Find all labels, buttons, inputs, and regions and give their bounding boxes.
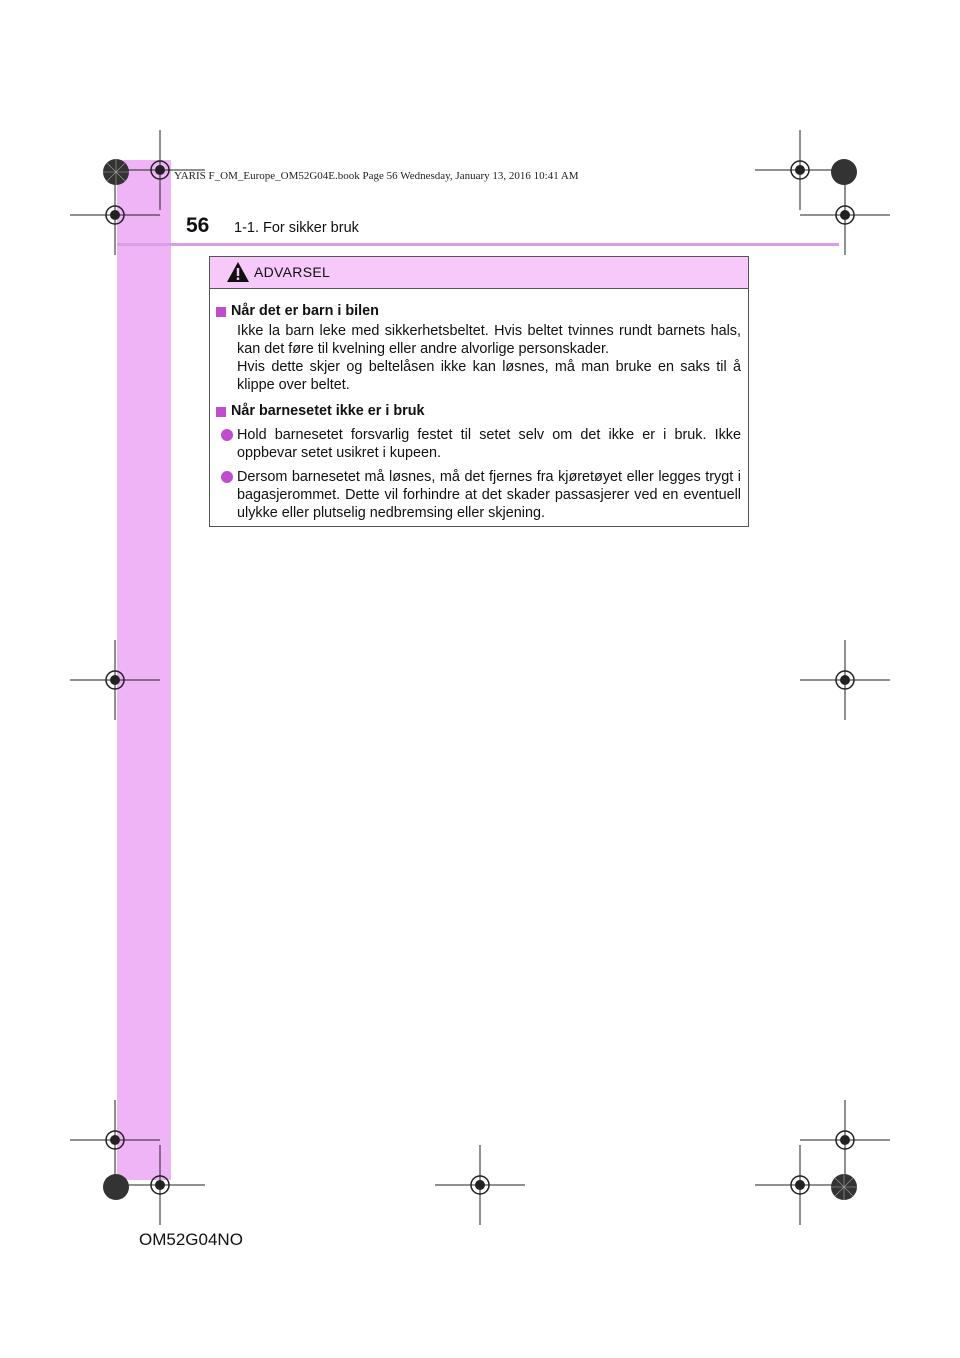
round-bullet-icon: [221, 471, 233, 483]
crop-mark-icon: [435, 1145, 525, 1225]
round-bullet-icon: [221, 429, 233, 441]
starburst-target-icon: [102, 158, 130, 186]
section-title: 1-1. For sikker bruk: [234, 220, 359, 236]
section-heading: Når det er barn i bilen: [216, 302, 741, 320]
list-item: Dersom barnesetet må løsnes, må det fjernes fra kjøretøyet eller legges trygt i bagasjerommet. Dette vil forhindre at det skader passasjerer ved en eventuell ulykke eller plutselig nedbremsing eller skjening.: [221, 468, 741, 522]
warning-title: ADVARSEL: [254, 264, 331, 280]
warning-header: [210, 257, 748, 289]
square-bullet-icon: [216, 407, 226, 417]
starburst-target-icon: [830, 1173, 858, 1201]
paragraph: Hvis dette skjer og beltelåsen ikke kan løsnes, må man bruke en saks til å klippe over beltet.: [237, 359, 741, 393]
square-bullet-icon: [216, 307, 226, 317]
section-heading: Når barnesetet ikke er i bruk: [216, 402, 741, 420]
warning-box: [209, 256, 749, 527]
paragraph: Ikke la barn leke med sikkerhetsbeltet. Hvis beltet tvinnes rundt barnets hals, kan det føre til kvelning eller andre alvorlige personskader.: [237, 323, 741, 357]
list-item: Hold barnesetet forsvarlig festet til setet selv om det ikke er i bruk. Ikke oppbevar setet usikret i kupeen.: [221, 426, 741, 462]
document-code: OM52G04NO: [139, 1230, 243, 1249]
header-rule: [117, 243, 839, 246]
crop-mark-icon: [70, 640, 160, 720]
warning-triangle-icon: [226, 261, 250, 288]
print-info-line: YARIS F_OM_Europe_OM52G04E.book Page 56 Wednesday, January 13, 2016 10:41 AM: [174, 170, 579, 182]
warning-body: [210, 289, 748, 522]
starburst-target-icon: [830, 158, 858, 186]
crop-mark-icon: [800, 640, 890, 720]
page-number: 56: [186, 214, 210, 237]
starburst-target-icon: [102, 1173, 130, 1201]
